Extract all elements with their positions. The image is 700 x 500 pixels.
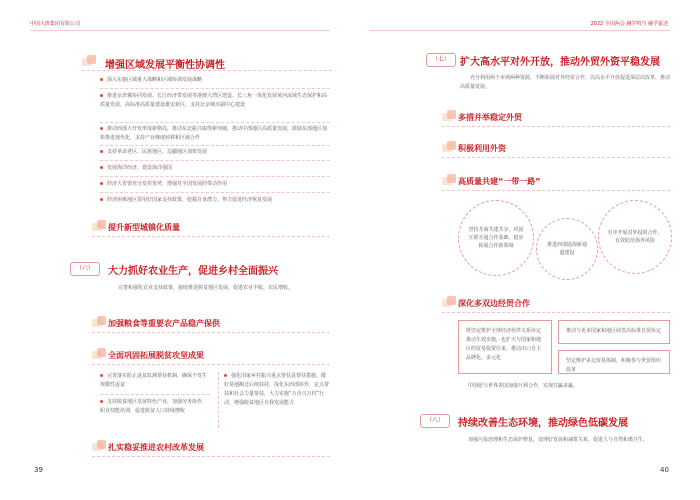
right-header: 2022 全国两会 融学鸣当 融学篆述 [590,21,668,27]
divider [92,364,330,365]
s1-bullet-7: 经济困难地区要用好国家支持政策，挖掘自身潜力，努力促进经济恢复发展 [100,196,330,205]
divider [100,160,330,161]
s1-bullet-3: 推动西部大开发形成新格局，推动东北振兴取得新突破，推动中部地区高质量发展，鼓励东部地区加快推进现代化，支持产业梯度转移和区域合作 [100,126,328,141]
divider [100,192,330,193]
s10-title: 高质量共建“一带一路” [458,177,541,186]
s4-title: 加强粮食等重要农产品稳产保供 [108,319,220,328]
section-icon [92,348,106,362]
divider [442,312,670,313]
left-header: 中国大唐集团有限公司 [30,21,81,27]
s1-title: 增强区域发展平衡性协调性 [105,60,225,71]
divider [442,126,670,127]
section-icon [442,296,456,310]
section-icon [92,316,106,330]
s5-left-bullet-1: 完善落实防止返贫监测帮扶机制，确保不发生规模性返贫 [100,373,208,388]
divider [100,394,210,395]
divider [442,157,670,158]
s11-box-right-2: 坚定维护多边贸易体制，积极参与世贸组织改革 [558,350,670,374]
section-icon [442,110,456,124]
s2-title: 提升新型城镇化质量 [108,223,180,232]
right-header-rule [370,30,670,31]
s5-left-bullet-2: 支持脱贫地区发展特色产业，加强劳务协作、职业技能培训，促进脱贫人口持续增收 [100,399,208,414]
s11-box-right-1: 推动与更多国家和地区商签高标准自贸协定 [558,320,670,344]
s8-title: 多措并举稳定外贸 [458,113,522,122]
s3-number: （六） [70,262,100,276]
s5-title: 全面巩固拓展脱贫攻坚成果 [108,351,204,360]
s6-title: 扎实稳妥推进农村改革发展 [108,443,204,452]
section-icon [92,220,106,234]
s7-paragraph: 充分利用两个市场两种资源，不断拓展对外经贸合作，以高水平开放促进深层次改革、推动高质量发展。 [460,75,671,90]
s1-bullet-6: 经济大省要充分发挥优势，增强对全国发展的带动作用 [100,180,330,189]
s12-paragraph: 加强污染治理和生态保护修复，处理好发展和减排关系，促进人与自然和谐共生。 [468,437,649,443]
s3-title: 大力抓好农业生产，促进乡村全面振兴 [108,266,278,277]
divider [100,122,330,123]
s12-title: 持续改善生态环境，推动绿色低碳发展 [458,418,628,429]
divider [92,332,330,333]
column-divider [218,372,219,428]
divider [92,236,330,237]
section-icon [442,174,456,188]
divider [100,145,330,146]
section-icon [92,440,106,454]
divider [92,456,330,457]
belt-road-circle-2: 推进西部陆海新通道建设 [536,218,598,280]
s1-bullet-4: 支持革命老区、民族地区、边疆地区加快发展 [100,148,330,157]
s11-box-left: 既坚定维护全球经济伙伴关系协定推动生效实施，也扩大与国家和地区的贸易投资往来，推动出口自主品牌化、多元化 [458,320,552,374]
belt-road-circle-1: 坚持共商共建共享，巩固互联互通合作基础，稳步拓展合作新领域 [458,200,534,276]
s9-title: 积极利用外资 [458,144,506,153]
right-page [350,0,700,500]
section-icon [442,141,456,155]
left-header-rule [30,30,330,31]
belt-road-circle-3: 有序开展对外投资合作，有效防范海外风险 [598,200,672,274]
s7-title: 扩大高水平对外开放，推动外贸外资平稳发展 [460,57,660,68]
divider [82,70,332,71]
page-number: 39 [34,466,43,474]
page-number: 40 [660,466,669,474]
section-icon [82,55,96,69]
divider [442,190,670,191]
s11-title: 深化多双边经贸合作 [458,299,530,308]
divider [100,176,330,177]
s5-right-bullet: 强化国家乡村振兴重点帮扶县帮扶措施，做好易地搬迁后续扶持，深化东西部协作，定点帮扶和社会力量帮扶，大力实施“万企兴万村”行动，增强脱贫地区自我发展能力 [224,373,330,406]
s1-bullet-2: 推进京津冀协同发展、长江经济带发展等港澳大湾区建设、长三角一体化发展黄河流域生态保护和高质量发展，高标准高质量建设雄安新区，支持北京城市副中心建设 [100,93,328,108]
s1-bullet-1: 深入实施区域重大战略和区域协调发展战略 [100,76,330,85]
s1-bullet-5: 发展海洋经济，建设海洋强国 [100,164,330,173]
s12-number: （八） [420,414,450,428]
divider [100,88,330,89]
s7-number: （七） [426,53,456,67]
s3-paragraph: 完善和强化农业支持政策，接续推进脱贫地区发展，促进农业丰收、农民增收。 [118,285,294,291]
s11-paragraph: 中国愿与世界各国加强互利合作，实现共赢多赢。 [468,383,579,389]
